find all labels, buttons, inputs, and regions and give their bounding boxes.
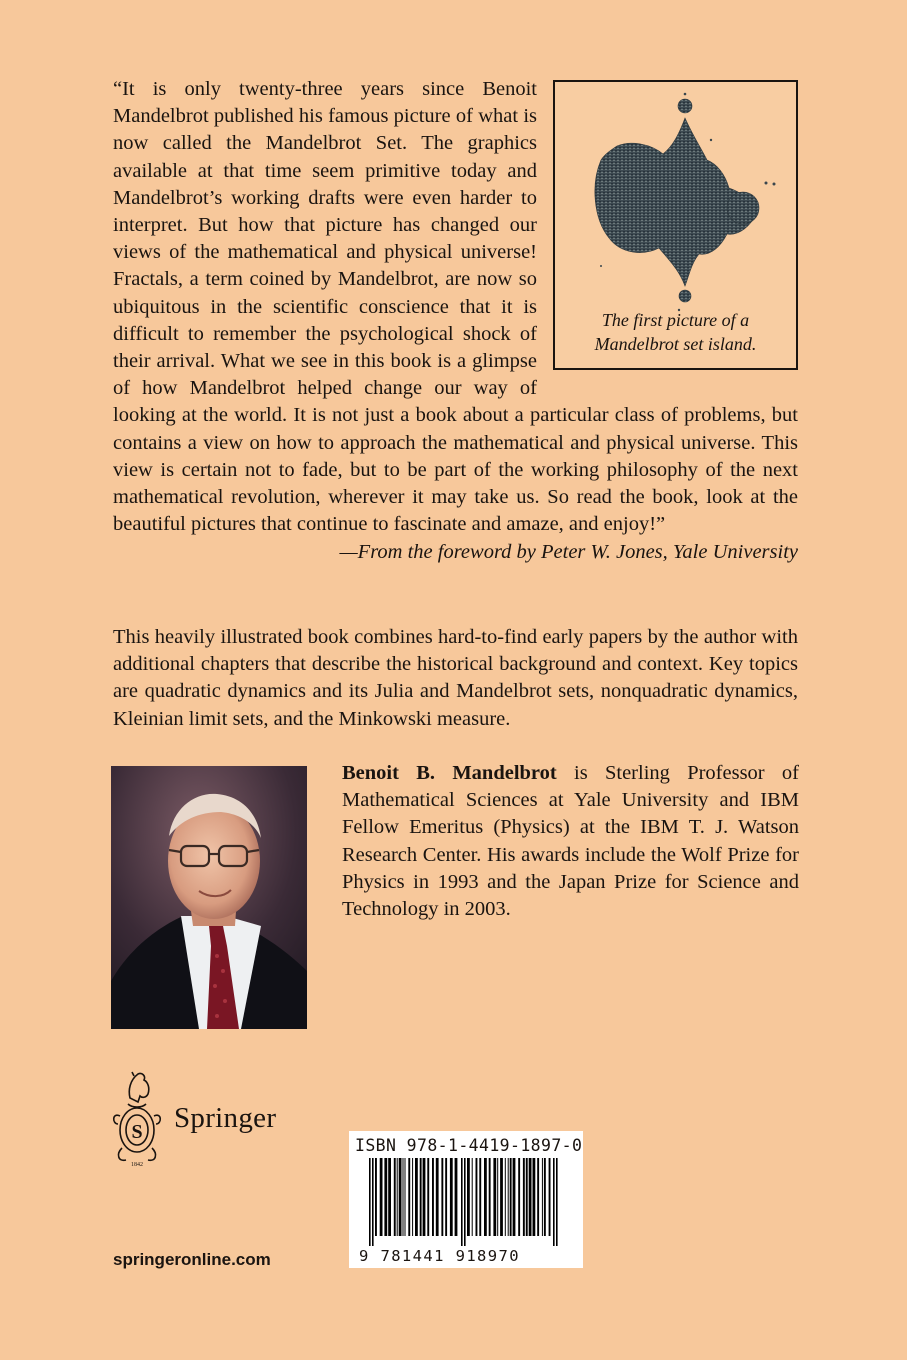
isbn-barcode [349, 1131, 583, 1268]
svg-text:S: S [131, 1121, 143, 1143]
figure-caption-line-1: The first picture of a [601, 310, 750, 330]
publisher-website: springeronline.com [113, 1250, 271, 1269]
figure-caption-line-2: Mandelbrot set island. [594, 334, 757, 354]
author-bio [342, 760, 799, 923]
author-photo [111, 766, 307, 1029]
author-bio-text: is Sterling Professor of Mathematical Sciences at Yale University and IBM Fellow Emeritus (Physics) at the IBM T. J. Watson Research Center. His awards include the Wolf Prize for Physics in 1993 and the Japan Prize for Science and Technology in 2003. [342, 762, 799, 921]
foreword-quote-text: “It is only twenty-three years since Benoit Mandelbrot published his famous picture of what is now called the Mandelbrot Set. The graphics available at that time seem primitive today and Mandelbrot’s working drafts were even harder to interpret. But how that picture has changed our views of the mathematical and physical universe! Fractals, a term coined by Mandelbrot, are now so ubiquitous in the scientific conscience that it is difficult to remember the psychological shock of their arrival. What we see in this book is a glimpse of how Mandelbrot helped change our way of looking at the world. It is not just a book about a particular class of problems, but contains a view on how to approach the mathematical and physical universe. This view is certain not to fade, but to be part of the working philosophy of the next mathematical revolution, wherever it may take us. So read the book, look at the beautiful pictures that continue to fascinate and amaze, and enjoy!” [113, 78, 798, 536]
publisher-logo [108, 1068, 276, 1168]
foreword-attribution: —From the foreword by Peter W. Jones, Yale University [339, 541, 798, 564]
mandelbrot-set-image [561, 88, 790, 318]
isbn-label: ISBN 978-1-4419-1897-0 [355, 1136, 583, 1155]
barcode-digits: 9 781441 918970 [359, 1247, 520, 1265]
author-name: Benoit B. Mandelbrot [342, 762, 557, 784]
barcode-bars [355, 1158, 577, 1246]
author-portrait-image [111, 766, 307, 1029]
publisher-name: Springer [174, 1101, 277, 1134]
book-summary: This heavily illustrated book combines hard-to-find early papers by the author with additional chapters that describe the historical background and context. Key topics are quadratic dynamics and its Julia and Mandelbrot sets, nonquadratic dynamics, Kleinian limit sets, and the Minkowski measure. [113, 626, 798, 730]
foreword-quote [113, 76, 798, 567]
springer-knight-icon [108, 1068, 166, 1168]
figure-caption [555, 308, 796, 356]
mandelbrot-figure [553, 80, 798, 370]
svg-text:1842: 1842 [131, 1162, 143, 1168]
